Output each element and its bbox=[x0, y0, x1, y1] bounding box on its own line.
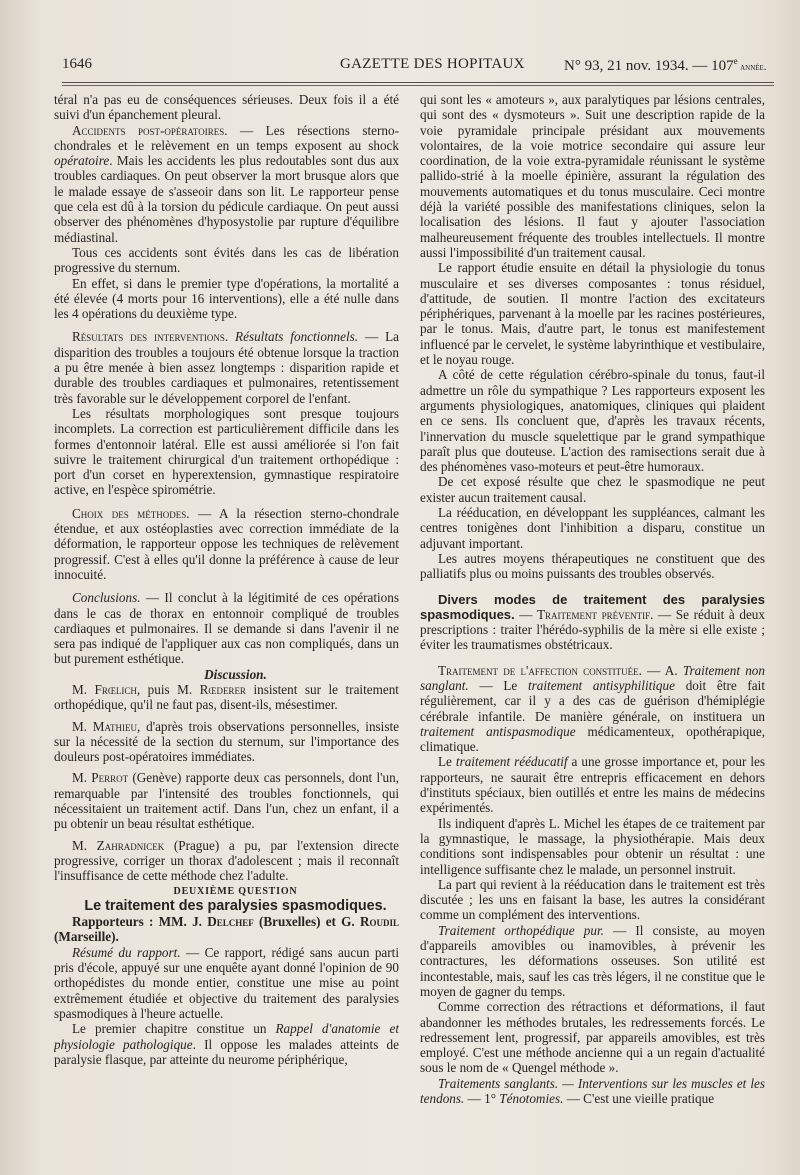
right-para-6: Les autres moyens thérapeutiques ne constituent que des palliatifs plus ou moins puissants des troubles observés. bbox=[420, 550, 765, 582]
section-accidents bbox=[54, 123, 399, 245]
t2-em: traitement rééducatif bbox=[455, 754, 568, 770]
rap-c: (Marseille). bbox=[54, 929, 119, 945]
issue-info bbox=[564, 56, 766, 75]
section-conclusions-lead: Conclusions. bbox=[72, 590, 141, 606]
t7-em: Traitements sanglants. — Interventions sur les muscles et les tendons. bbox=[420, 1075, 765, 1106]
rap-b: (Bruxelles) et G. bbox=[253, 914, 360, 930]
section-conclusions bbox=[54, 590, 399, 666]
d1-name-2: Rœderer bbox=[199, 681, 246, 697]
section-results bbox=[54, 329, 399, 405]
d2-a: M. bbox=[72, 718, 93, 734]
t5-b: — Il consiste, au moyen d'appareils amovibles ou inamovibles, à prévenir les contractures, les déformations osseuses. Son utilité est incontestable, mais, sauf les cas très légers, il ne constitue que le moyen de gagner du temps. bbox=[420, 922, 765, 999]
d4-b: (Prague) a pu, par l'extension directe progressive, corriger un thorax d'adolescent ; mais il reconnaît l'insuffisance de cette méthode chez l'adulte. bbox=[54, 837, 399, 884]
h1-b: — bbox=[514, 606, 537, 622]
left-para-1: téral n'a pas eu de conséquences sérieuses. Deux fois il a été suivi d'un épanchement pleural. bbox=[54, 92, 399, 123]
section-modes bbox=[420, 592, 765, 653]
right-para-1: qui sont les « amoteurs », aux paralytiques par lésions centrales, qui sont des « dysmoteurs ». Suit une description rapide de la voie pyramidale principale présidant aux mouvements volontaires, de la voie motrice secondaire qui assure leur coordination, de la voie extra-pyramidale réunissant le système pallido-strié à la moelle épinière, assurant la régulation des mouvements automatiques et du tonus musculaire. Ceci montre déjà la variété possible des manifestations cliniques, selon la localisation des lésions. Il faut y ajouter l'association malheureusement fréquente des troubles intellectuels. Il montre aussi l'impossibilité d'un traitement causal. bbox=[420, 92, 765, 260]
d1-a: M. bbox=[72, 681, 95, 697]
rap-a: Rapporteurs : MM. J. bbox=[72, 914, 208, 930]
discussion-heading: Discussion. bbox=[204, 666, 267, 682]
header-rule-2 bbox=[62, 85, 774, 86]
discussion-para-3 bbox=[54, 770, 399, 831]
rapporteurs-line bbox=[54, 914, 399, 945]
left-column bbox=[54, 92, 399, 1157]
r2-em: Rappel d'anatomie et physiologie pathologique bbox=[54, 1021, 399, 1052]
t2-a: Le bbox=[438, 754, 456, 770]
d2-name: Mathieu bbox=[92, 718, 138, 734]
rap-name-1: Delchef bbox=[207, 914, 254, 930]
journal-title: GAZETTE DES HOPITAUX bbox=[340, 56, 525, 72]
section-conclusions-text: — Il conclut à la légitimité de ces opérations dans le cas de thorax en entonnoir compliqué de troubles cardiaques et pulmonaires. Il se demande si dans l'avenir il ne sera pas indiqué de l'appliquer aux cas non compliqués, dans un but purement esthétique. bbox=[54, 590, 399, 667]
section-results-lead: Résultats des interventions. bbox=[72, 329, 229, 345]
discussion-para-1 bbox=[54, 682, 399, 713]
section-accidents-text-b: . Mais les accidents les plus redoutables sont dus aux troubles cardiaques. On peut observer la mort brusque alors que le malade essaye de s'asseoir dans son lit. Le rapporteur pense que cela est dû à la torsion du pédicule cardiaque. On peut aussi observer des phénomènes d'hyposystolie par rupture d'équilibre médiastinal. bbox=[54, 153, 399, 245]
section-modes-heading: Divers modes de traitement des paralysies spasmodiques. bbox=[420, 591, 765, 622]
t1-sc: Traitement de l'affection constituée. bbox=[438, 662, 642, 678]
right-para-4: De cet exposé résulte que chez le spasmodique ne peut exister aucun traitement causal. bbox=[420, 474, 765, 505]
article-title: Le traitement des paralysies spasmodiques. bbox=[84, 897, 387, 914]
d1-b: , puis M. bbox=[136, 681, 200, 697]
d3-name: Perrot bbox=[91, 770, 129, 786]
header-rule bbox=[62, 82, 774, 83]
section-constituted bbox=[420, 663, 765, 755]
summary-para-1 bbox=[54, 945, 399, 1021]
right-para-3: A côté de cette régulation cérébro-spinale du tonus, faut-il admettre un rôle du sympathique ? Les rapporteurs exposent les arguments physiologiques, anatomiques, cliniques qui plaident en ce sens. Ils concluent que, d'après les travaux récents, l'innervation du muscle squelettique par le grand sympathique paraît plus que douteuse. L'action des ramisections serait due à des phénomènes vaso-moteurs et peut-être humoraux. bbox=[420, 367, 765, 475]
section-accidents-em: opératoire bbox=[54, 153, 110, 169]
t7-c: — C'est une vieille pratique bbox=[563, 1091, 715, 1106]
section-accidents-lead: Accidents post-opératoires. bbox=[72, 122, 228, 138]
question-label: DEUXIÈME QUESTION bbox=[173, 885, 298, 897]
right-para-t7 bbox=[420, 1076, 765, 1107]
section-accidents-text-a: — Les résections sterno-chondrales et le relèvement en un temps exposent au shock bbox=[54, 122, 399, 153]
discussion-para-2 bbox=[54, 719, 399, 765]
t7-b: — 1° bbox=[464, 1091, 500, 1106]
d3-b: (Genève) rapporte deux cas personnels, dont l'un, remarquable par l'intensité des troubles fonctionnels, qui nécessitaient un traitement actif. Dans l'un, chez un enfant, il a pu obtenir un beau résultat esthétique. bbox=[54, 770, 399, 832]
issue-date: N° 93, 21 nov. 1934. — 107 bbox=[564, 58, 734, 74]
d1-name-1: Frœlich bbox=[94, 681, 137, 697]
t1-a: — A. bbox=[641, 662, 683, 678]
right-para-t4: La part qui revient à la rééducation dans le traitement est très discutée ; les uns en faisant la base, les autres la considérant comme un complément des interventions. bbox=[420, 876, 765, 923]
right-para-t6: Comme correction des rétractions et déformations, il faut abandonner les méthodes brutales, les redressements forcés. Le redressement lent, progressif, par appareils amovibles, est très employé. C'est une méthode ancienne qui a un regain d'actualité sous le nom de « Quengel méthode ». bbox=[420, 999, 765, 1076]
right-para-t5 bbox=[420, 923, 765, 999]
summary-lead: Résumé du rapport. bbox=[72, 944, 181, 960]
t1-em1: Traitement non sanglant. bbox=[420, 662, 765, 693]
left-para-3: Tous ces accidents sont évités dans les cas de libération progressive du sternum. bbox=[54, 244, 399, 276]
r2-a: Le premier chapitre constitue un bbox=[72, 1021, 276, 1037]
t2-b: a une grosse importance et, pour les rapporteurs, ne saurait être entrepris efficacement en dehors d'instituts spéciaux, bien outillés et entre les mains de médecins expérimentés. bbox=[420, 754, 765, 816]
running-header bbox=[62, 56, 774, 76]
section-results-em: Résultats fonctionnels. bbox=[228, 329, 359, 345]
h1-sc: Traitement préventif. bbox=[537, 606, 654, 622]
section-results-text: — La disparition des troubles a toujours été obtenue lorsque la traction a pu être menée à bien assez longtemps : disparition rapide et durable des troubles cardiaques et pulmonaires, retentissement très favorable sur le développement corporel de l'enfant. bbox=[54, 329, 399, 406]
t1-c: doit être fait régulièrement, car il y a des cas de guérison d'hémiplégie cérébrale infantile. De manière générale, on instituera un bbox=[420, 677, 765, 724]
d4-name: Zahradnicek bbox=[96, 837, 165, 853]
d1-c: insistent sur le traitement orthopédique, qu'il ne faut pas, disent-ils, mésestimer. bbox=[54, 681, 399, 713]
t1-b: — Le bbox=[468, 677, 528, 693]
right-para-t2 bbox=[420, 754, 765, 815]
summary-para-2 bbox=[54, 1021, 399, 1067]
t1-em2: traitement antisyphilitique bbox=[528, 677, 675, 693]
right-para-t3: Ils indiquent d'après L. Michel les étapes de ce traitement par la gymnastique, le massage, la physiothérapie. Mais deux conditions sont indispensables pour obtenir un résultat : une intelligence suffisante chez le malade, un personnel instruit. bbox=[420, 815, 765, 877]
t7-em2: Ténotomies. bbox=[499, 1091, 564, 1106]
issue-suffix: année. bbox=[737, 62, 767, 73]
issue-superscript: e bbox=[733, 56, 738, 66]
d3-a: M. bbox=[72, 770, 92, 786]
section-methods bbox=[54, 506, 399, 582]
section-methods-text: — A la résection sterno-chondrale étendue, et aux ostéoplasties avec correction immédiate de la déformation, le rapporteur oppose les techniques de relèvement progressif. C'est à elles qu'il donne la préférence à cause de leur innocuité. bbox=[54, 505, 399, 582]
t1-d: médicamenteux, opothérapique, climatique. bbox=[420, 723, 765, 755]
r2-b: . Il oppose les malades atteints de paralysie flasque, par atteinte du neurome périphérique, bbox=[54, 1036, 399, 1067]
right-para-5: La rééducation, en développant les suppléances, calmant les centres tonigènes dont l'inhibition a disparu, constitue un adjuvant important. bbox=[420, 505, 765, 551]
right-para-2: Le rapport étudie ensuite en détail la physiologie du tonus musculaire et ses diverses composantes : tonus résiduel, d'attitude, de soutien. Il montre l'action des excitateurs périphériques, parvenant à la moelle par les racines postérieures, par le tonus. Mais, d'autre part, le tonus est manifestement influencé par le cervelet, le système labyrinthique et vestibulaire, et le noyau rouge. bbox=[420, 260, 765, 368]
left-para-4: En effet, si dans le premier type d'opérations, la mortalité a été élevée (4 morts pour 16 interventions), elle a été nulle dans les 4 opérations du deuxième type. bbox=[54, 275, 399, 322]
t1-em3: traitement antispasmodique bbox=[420, 723, 576, 739]
page-number: 1646 bbox=[62, 56, 92, 72]
d2-b: , d'après trois observations personnelles, insiste sur la nécessité de la section du sternum, sur l'importance des douleurs post-opératoires immédiates. bbox=[54, 718, 399, 765]
right-column bbox=[420, 92, 765, 1157]
d4-a: M. bbox=[72, 837, 97, 853]
section-methods-lead: Choix des méthodes. bbox=[72, 505, 190, 521]
left-para-6: Les résultats morphologiques sont presque toujours incomplets. La correction est particulièrement difficile dans les formes d'entonnoir latéral. Elle est aussi améliorée si l'on fait suivre le traitement chirurgical d'un traitement orthopédique : port d'un corset en hyperextension, gymnastique respiratoire active, en l'espèce spirométrie. bbox=[54, 405, 399, 498]
summary-text: — Ce rapport, rédigé sans aucun parti pris d'école, appuyé sur une enquête ayant donné l'opinion de 90 orthopédistes du monde entier, constitue une mise au point extrêmement étudiée et objective du traitement des paralysies spasmodiques à l'heure actuelle. bbox=[54, 944, 399, 1021]
discussion-para-4 bbox=[54, 838, 399, 884]
rap-name-2: Roudil bbox=[359, 914, 399, 930]
t5-em: Traitement orthopédique pur. bbox=[438, 922, 604, 938]
h1-c: — Se réduit à deux prescriptions : traiter l'hérédo-syphilis de la mère si elle existe ; éviter les traumatismes obstétricaux. bbox=[420, 606, 765, 653]
